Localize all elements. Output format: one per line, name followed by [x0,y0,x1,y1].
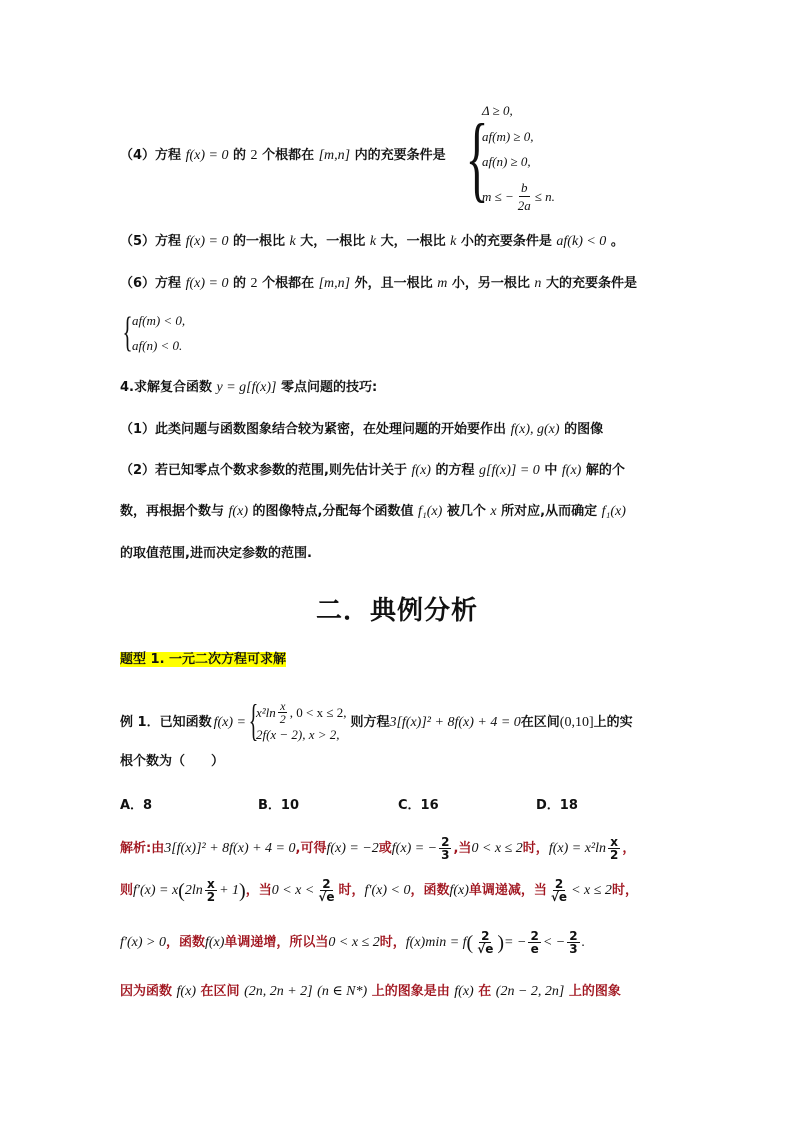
solution-equation: (n ∈ N*) [317,984,368,999]
solution-text: 单调递减，当 [468,882,547,898]
sub-1-line [120,420,603,440]
sub-2-line [120,461,625,481]
item-5-text: 大，一根比 [300,234,366,249]
solution-text: 因为函数 [120,984,173,999]
item-6-count: 2 [250,276,258,291]
left-brace: { [465,104,489,211]
fraction: $\frac{2}{√e}$ [477,929,494,956]
fraction: $\frac{x}{2}$ [206,877,216,904]
fraction: $\frac{2}{e}$ [530,929,539,956]
item-5-condition: af(k) < 0 [556,234,607,249]
item-4-line [120,146,446,166]
solution-line-3: f′(x) > 0 ，函数 f(x) 单调递增，所以当 0 < x ≤ 2 时， f(x)min = f ( $\frac{2}{√e}$ ) = − $\frac{2}{e}$ < − $\frac{2}{3}$ . [120,929,586,956]
solution-equation: f(x) = x²ln [548,840,606,856]
solution-line-1 [120,836,635,861]
example-1-interval: (0,10] [559,714,594,730]
solution-equation: f(x) [454,984,474,999]
sub-2-text: 解的个 [585,463,625,478]
heading-4-suffix: 零点问题的技巧: [281,380,378,395]
type-tag: 题型 1. 一元二次方程可求解 [120,652,287,667]
condition-line: Δ ≥ 0, [482,103,513,118]
item-5-equation: f(x) = 0 [185,234,229,249]
solution-equation: 3[f(x)]² + 8f(x) + 4 = 0 [164,840,296,856]
item-6-equation: f(x) = 0 [185,276,229,291]
fraction: $\frac{b}{2a}$ [517,179,531,213]
piece-2: 2f(x − 2), x > 2, [255,727,340,742]
item-5-text: 的一根比 [232,234,285,249]
item-4-equation: f(x) = 0 [185,148,229,163]
sub-2b-equation: f₁(x) [601,504,626,519]
item-6-text: 个根都在 [262,276,315,291]
condition-line: m ≤ − $\frac{b}{2a}$ ≤ n. [482,179,555,213]
item-6-text: 的 [232,276,246,291]
solution-text: 时， [522,840,549,856]
solution-equation: + 1 [219,882,240,898]
solution-text: 上的图象 [568,984,621,999]
solution-equation: 0 < x ≤ 2 [328,934,380,950]
fraction: $\frac{2}{3}$ [569,929,578,956]
item-6-line [120,274,637,294]
condition-line: af(m) ≥ 0, [482,128,534,144]
sub-2b-line [120,502,626,522]
example-1-line [120,695,633,745]
item-6-var: n [534,276,542,291]
solution-equation: < − [542,934,566,950]
solution-equation: f′(x) > 0 [120,934,166,950]
fraction: $\frac{2}{3}$ [441,835,450,862]
solution-equation: 2ln [184,882,203,898]
solution-equation: f(x) = − [391,840,438,856]
solution-equation: = − [504,934,527,950]
solution-text: ，函数 [165,934,205,950]
item-4-count: 2 [250,148,258,163]
solution-text: 则 [120,882,134,898]
solution-text: ， [622,840,636,856]
item-4-text: 个根都在 [262,148,315,163]
solution-equation: f(x) [204,934,225,950]
solution-text: 时， [379,934,406,950]
item-4-conditions [462,102,555,214]
solution-equation: f′(x) < 0 [364,882,411,898]
item-6-text: 外，且一根比 [354,276,433,291]
solution-equation: f(x) [176,984,196,999]
item-5-var: k [289,234,296,249]
item-6-text: 大的充要条件是 [545,276,637,291]
option-c: C．16 [398,798,439,813]
item-5-var: k [450,234,457,249]
item-6-var: m [437,276,448,291]
item-6-interval: [m,n] [318,276,351,291]
sub-2b-text: 数，再根据个数与 [120,504,225,519]
option-b: B．10 [258,798,299,813]
example-1-text: 在区间 [520,714,560,730]
item-5-end: 。 [610,234,624,249]
fraction: $\frac{x}{2}$ [279,699,286,726]
solution-text: ,当 [453,840,472,856]
solution-text: 或 [378,840,392,856]
sub-2b-var: x [490,504,497,519]
solution-equation: 0 < x ≤ 2 [471,840,523,856]
solution-text: 在 [478,984,492,999]
solution-line-2: 则 f′(x) = x ( 2ln $\frac{x}{2}$ + 1 ) ，当 0 < x < $\frac{2}{√e}$ 时， f′(x) < 0 ，函数 f(x) 单调递减，当 $\frac{2}{√e}$ < x ≤ 2 时， [120,877,638,904]
solution-equation: f′(x) = x [133,882,179,898]
left-brace: { [122,310,133,356]
section-title: 二．典例分析 [315,596,478,626]
type-tag-line [120,650,286,670]
item-5-line [120,232,624,252]
heading-4 [120,378,377,398]
sub-2-equation: f(x) [561,463,582,478]
sub-2b-text: 被几个 [446,504,486,519]
sub-2b-equation: f₁(x) [418,504,443,519]
solution-equation: (2n − 2, 2n] [495,984,565,999]
example-1-prefix: 例 1．已知函数 [120,714,212,730]
item-4-prefix: （4）方程 [120,148,182,163]
example-1-text: 则方程 [350,714,390,730]
condition-line: af(n) ≥ 0, [482,154,531,170]
piecewise: x²ln $\frac{x}{2}$ , 0 < x ≤ 2, 2f(x − 2), x > 2, [256,700,347,745]
sub-1-text: 的图像 [564,422,604,437]
item-4-text: 的 [232,148,246,163]
answer-options [120,794,640,814]
sub-2b-equation: f(x) [228,504,248,519]
option-d: D．18 [536,798,578,813]
fraction: $\frac{x}{2}$ [610,835,619,862]
solution-text: 时， [338,882,365,898]
item-5-prefix: （5）方程 [120,234,182,249]
item-5-text: 大，一根比 [380,234,446,249]
solution-line-4 [120,982,621,1002]
sub-2-text: 中 [544,463,558,478]
sub-2c-text: 的取值范围,进而决定参数的范围. [120,546,312,561]
sub-2-text: 的方程 [435,463,475,478]
item-6-prefix: （6）方程 [120,276,182,291]
example-1-equation: 3[f(x)]² + 8f(x) + 4 = 0 [389,714,521,730]
solution-text: ，当 [245,882,272,898]
fraction: $\frac{2}{√e}$ [318,877,335,904]
example-1b-line [120,752,224,772]
solution-equation: . [581,934,586,950]
heading-4-equation: y = g[f(x)] [216,380,277,395]
solution-equation: f(x)min = f [405,934,467,950]
solution-equation: (2n, 2n + 2] [244,984,313,999]
item-6-text: 小，另一根比 [451,276,530,291]
solution-text: ，函数 [410,882,450,898]
solution-equation: < x ≤ 2 [571,882,612,898]
sub-2-equation: g[f(x)] = 0 [479,463,540,478]
solution-text: 单调递增，所以当 [224,934,329,950]
sub-2-text: （2）若已知零点个数求参数的范围,则先估计关于 [120,463,407,478]
solution-equation: 0 < x < [271,882,315,898]
sub-1-text: （1）此类问题与函数图象结合较为紧密，在处理问题的开始要作出 [120,422,507,437]
sub-2b-text: 的图像特点,分配每个函数值 [252,504,414,519]
condition-line: af(m) < 0, [132,313,186,328]
solution-equation: f(x) [449,882,469,898]
solution-text: 在区间 [200,984,240,999]
heading-4-prefix: 4.求解复合函数 [120,380,212,395]
solution-equation: f(x) = −2 [326,840,379,856]
left-brace: { [248,695,259,745]
item-4-text: 内的充要条件是 [354,148,446,163]
item-6-conditions [120,312,185,354]
sub-2c-line [120,544,312,564]
example-1-function: f(x) = [213,714,246,730]
solution-text: 解析:由 [120,840,165,856]
item-5-text: 小的充要条件是 [460,234,552,249]
item-5-var: k [369,234,377,249]
example-1b-text: 根个数为（ ） [120,754,225,769]
solution-text: 时， [611,882,638,898]
condition-line: af(n) < 0. [132,338,183,353]
item-4-interval: [m,n] [318,148,351,163]
option-a: A．8 [120,798,153,813]
solution-text: ,可得 [295,840,327,856]
sub-2-equation: f(x) [411,463,431,478]
example-1-text: 上的实 [593,714,633,730]
fraction: $\frac{2}{√e}$ [550,877,568,904]
sub-1-equation: f(x), g(x) [510,422,560,437]
solution-text: 上的图象是由 [371,984,450,999]
sub-2b-text: 所对应,从而确定 [501,504,598,519]
